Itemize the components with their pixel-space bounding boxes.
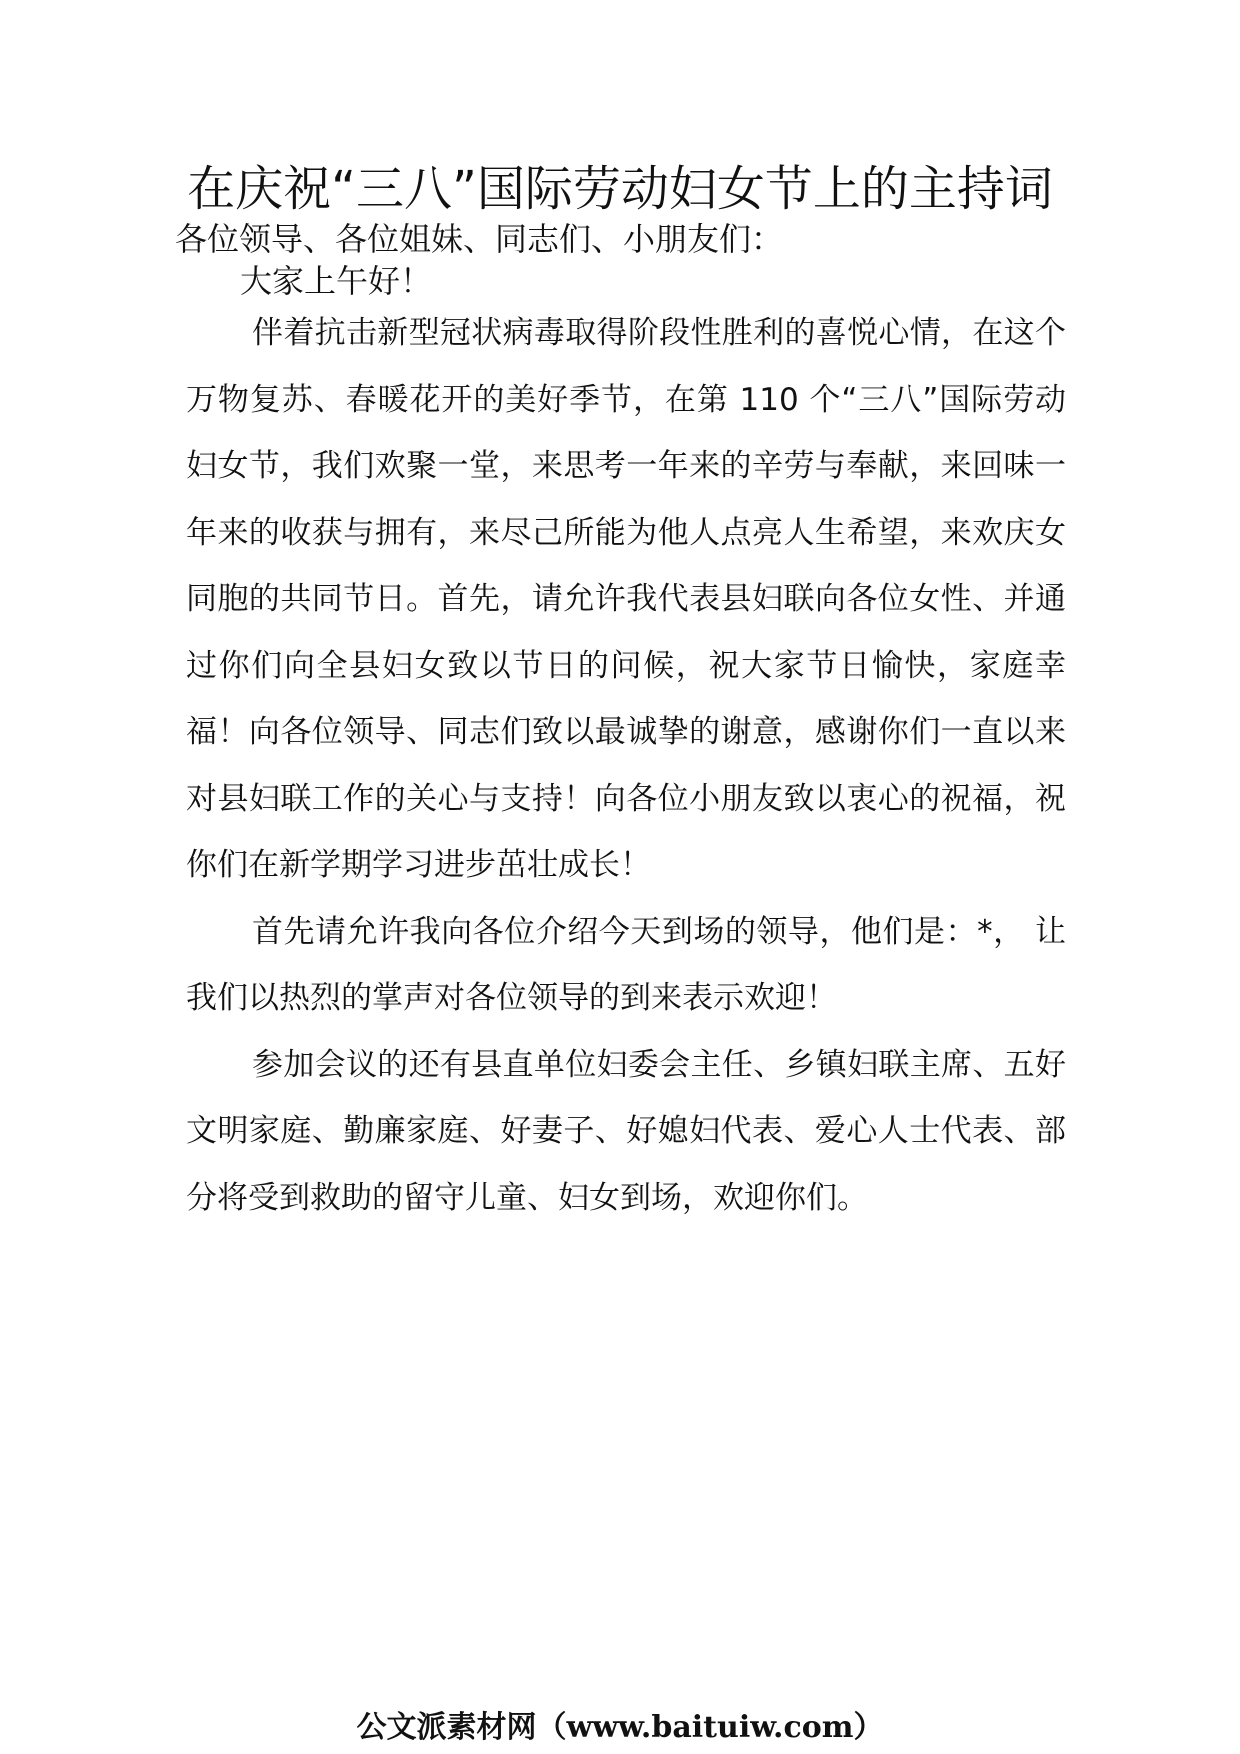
salutation-line: 各位领导、各位姐妹、同志们、小朋友们： <box>175 220 784 258</box>
body-paragraph-1: 伴着抗击新型冠状病毒取得阶段性胜利的喜悦心情，在这个万物复苏、春暖花开的美好季节，在第 110 个“三八”国际劳动妇女节，我们欢聚一堂，来思考一年来的辛劳与奉献，来回味一年来的收获与拥有，来尽己所能为他人点亮人生希望，来欢庆女同胞的共同节日。首先，请允许我代表县妇联向各位女性、并通过你们向全县妇女致以节日的问候，祝大家节日愉快，家庭幸福！向各位领导、同志们致以最诚挚的谢意，感谢你们一直以来对县妇联工作的关心与支持！向各位小朋友致以衷心的祝福，祝你们在新学期学习进步茁壮成长！ <box>186 315 1066 883</box>
greeting-line: 大家上午好！ <box>240 262 433 300</box>
body-paragraph-2: 首先请允许我向各位介绍今天到场的领导，他们是：*， 让我们以热烈的掌声对各位领导的到来表示欢迎！ <box>186 913 1066 1016</box>
document-title: 在庆祝“三八”国际劳动妇女节上的主持词 <box>187 161 1053 217</box>
source-watermark: 公文派素材网（www.baituiw.com） <box>356 1710 884 1745</box>
body-paragraph-3: 参加会议的还有县直单位妇委会主任、乡镇妇联主席、五好文明家庭、勤廉家庭、好妻子、好媳妇代表、爱心人士代表、部分将受到救助的留守儿童、妇女到场，欢迎你们。 <box>186 1046 1066 1216</box>
document-body <box>186 300 1066 1231</box>
